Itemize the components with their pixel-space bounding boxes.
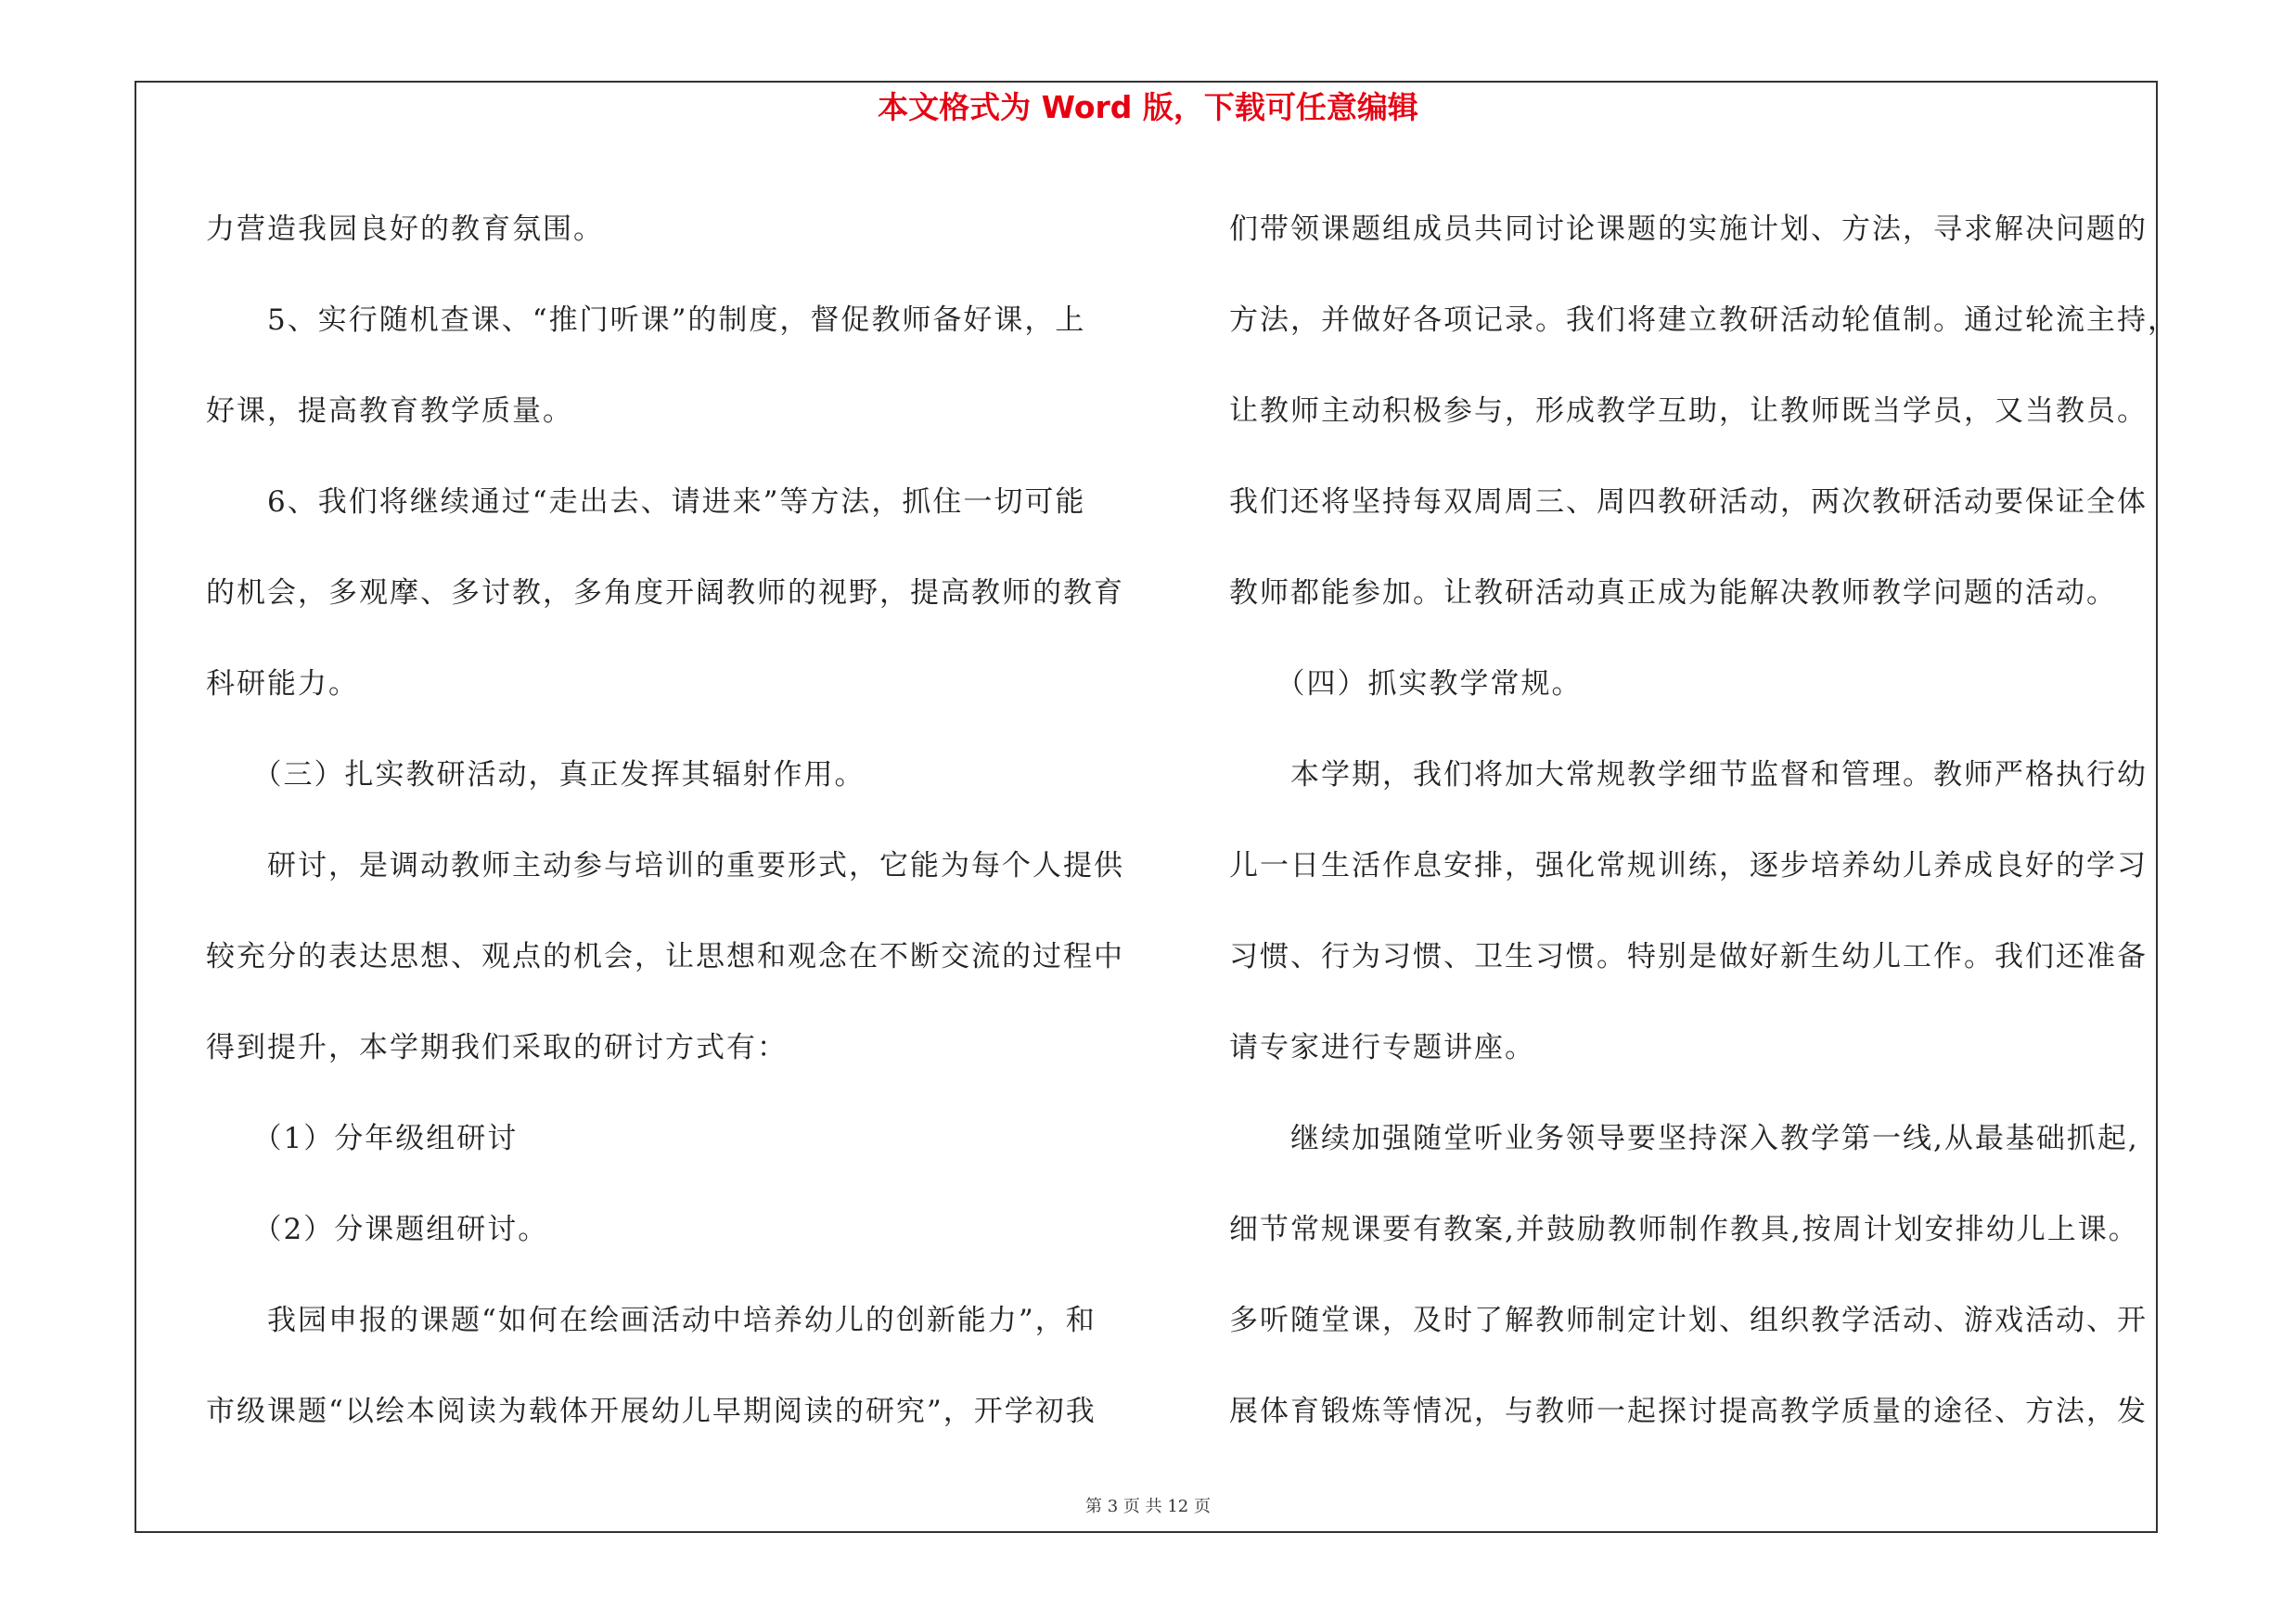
text-line: 较充分的表达思想、观点的机会，让思想和观念在不断交流的过程中 (206, 940, 1124, 973)
text-line: 6、我们将继续通过“走出去、请进来”等方法，抓住一切可能 (206, 485, 1086, 519)
section-heading: （三）扎实教研活动，真正发挥其辐射作用。 (206, 758, 866, 792)
text-line: 让教师主动积极参与，形成教学互助，让教师既当学员，又当教员。 (1229, 394, 2148, 428)
text-line: 好课，提高教育教学质量。 (206, 394, 573, 428)
text-line: 科研能力。 (206, 667, 359, 701)
text-line: 市级课题“以绘本阅读为载体开展幼儿早期阅读的研究”，开学初我 (206, 1395, 1097, 1428)
right-column (1229, 184, 2178, 1457)
text-line: 研讨，是调动教师主动参与培训的重要形式，它能为每个人提供 (206, 849, 1124, 882)
text-line: 得到提升，本学期我们采取的研讨方式有： (206, 1031, 788, 1064)
text-line: 5、实行随机查课、“推门听课”的制度，督促教师备好课，上 (206, 303, 1086, 337)
text-line: 继续加强随堂听业务领导要坚持深入教学第一线,从最基础抓起, (1229, 1122, 2139, 1155)
text-line: 们带领课题组成员共同讨论课题的实施计划、方法，寻求解决问题的 (1229, 213, 2148, 246)
text-line: 细节常规课要有教案,并鼓励教师制作教具,按周计划安排幼儿上课。 (1229, 1213, 2139, 1246)
list-item: （2）分课题组研讨。 (206, 1213, 549, 1246)
left-column (206, 184, 1124, 1457)
text-line: 我园申报的课题“如何在绘画活动中培养幼儿的创新能力”，和 (206, 1304, 1097, 1337)
text-line: 教师都能参加。让教研活动真正成为能解决教师教学问题的活动。 (1229, 576, 2117, 610)
text-line: 本学期，我们将加大常规教学细节监督和管理。教师严格执行幼 (1229, 758, 2148, 792)
format-banner: 本文格式为 Word 版，下载可任意编辑 (878, 89, 1418, 125)
text-line: 力营造我园良好的教育氛围。 (206, 213, 604, 246)
text-line: 多听随堂课，及时了解教师制定计划、组织教学活动、游戏活动、开 (1229, 1304, 2148, 1337)
text-line: 儿一日生活作息安排，强化常规训练，逐步培养幼儿养成良好的学习 (1229, 849, 2148, 882)
text-line: 展体育锻炼等情况，与教师一起探讨提高教学质量的途径、方法，发 (1229, 1395, 2148, 1428)
text-line: 的机会，多观摩、多讨教，多角度开阔教师的视野，提高教师的教育 (206, 576, 1124, 610)
text-line: 我们还将坚持每双周周三、周四教研活动，两次教研活动要保证全体 (1229, 485, 2148, 519)
page-number: 第 3 页 共 12 页 (1085, 1497, 1211, 1516)
text-line: 请专家进行专题讲座。 (1229, 1031, 1535, 1064)
text-line: 习惯、行为习惯、卫生习惯。特别是做好新生幼儿工作。我们还准备 (1229, 940, 2148, 973)
list-item: （1）分年级组研讨 (206, 1122, 519, 1155)
text-line: 方法，并做好各项记录。我们将建立教研活动轮值制。通过轮流主持， (1229, 303, 2178, 337)
section-heading: （四）抓实教学常规。 (1229, 667, 1583, 701)
